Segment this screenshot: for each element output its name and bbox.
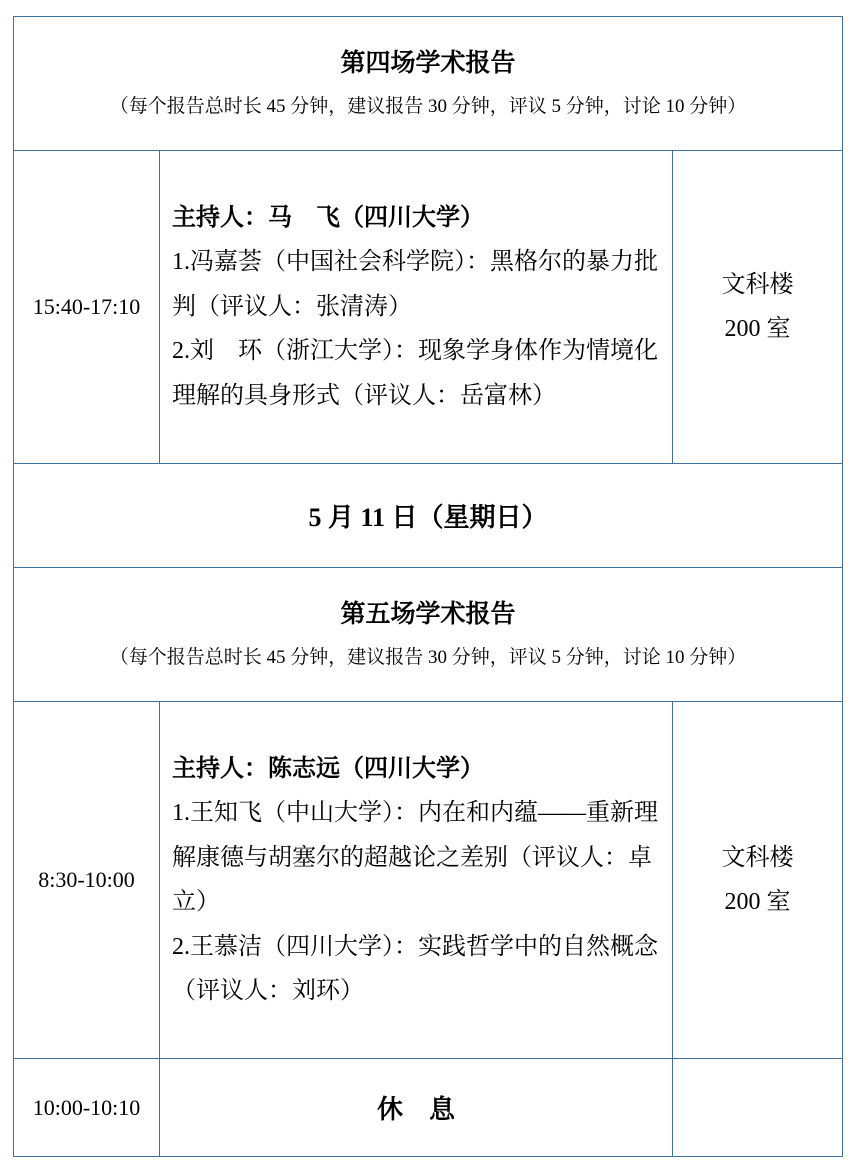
session4-location-building: 文科楼 bbox=[721, 272, 794, 298]
session4-banner bbox=[14, 17, 843, 151]
day-heading: 5 月 11 日（星期日） bbox=[14, 464, 843, 568]
session4-location-room: 200 室 bbox=[724, 316, 791, 342]
break-location bbox=[673, 1059, 843, 1157]
session4-note: （每个报告总时长 45 分钟，建议报告 30 分钟，评议 5 分钟，讨论 10 分钟） bbox=[109, 95, 747, 117]
session5-content bbox=[160, 702, 673, 1059]
session4-talk-1: 1.冯嘉荟（中国社会科学院）：黑格尔的暴力批判（评议人：张清涛） bbox=[172, 249, 658, 320]
schedule-table bbox=[13, 16, 843, 1157]
session5-time: 8:30-10:00 bbox=[14, 702, 160, 1059]
session5-location-room: 200 室 bbox=[724, 889, 791, 915]
break-time: 10:00-10:10 bbox=[14, 1059, 160, 1157]
session4-time: 15:40-17:10 bbox=[14, 151, 160, 464]
session5-location-building: 文科楼 bbox=[721, 845, 794, 871]
session5-title: 第五场学术报告 bbox=[340, 600, 516, 628]
session4-host: 主持人：马 飞（四川大学） bbox=[172, 204, 484, 231]
session5-talk-1: 1.王知飞（中山大学）：内在和内蕴——重新理解康德与胡塞尔的超越论之差别（评议人：卓立） bbox=[172, 800, 658, 915]
break-row bbox=[14, 1059, 843, 1157]
day-heading-row bbox=[14, 464, 843, 568]
session4-talk-2: 2.刘 环（浙江大学）：现象学身体作为情境化理解的具身形式（评议人：岳富林） bbox=[172, 338, 658, 409]
session5-location bbox=[673, 702, 843, 1059]
session5-row bbox=[14, 702, 843, 1059]
session4-row bbox=[14, 151, 843, 464]
session4-content bbox=[160, 151, 673, 464]
session5-banner bbox=[14, 568, 843, 702]
session5-talk-2: 2.王慕洁（四川大学）：实践哲学中的自然概念（评议人：刘环） bbox=[172, 933, 658, 1004]
session5-host: 主持人：陈志远（四川大学） bbox=[172, 755, 484, 782]
break-label: 休 息 bbox=[160, 1059, 673, 1157]
session4-location bbox=[673, 151, 843, 464]
session5-note: （每个报告总时长 45 分钟，建议报告 30 分钟，评议 5 分钟，讨论 10 分钟） bbox=[109, 646, 747, 668]
session4-title: 第四场学术报告 bbox=[340, 49, 516, 77]
session4-banner-row bbox=[14, 17, 843, 151]
session5-banner-row bbox=[14, 568, 843, 702]
